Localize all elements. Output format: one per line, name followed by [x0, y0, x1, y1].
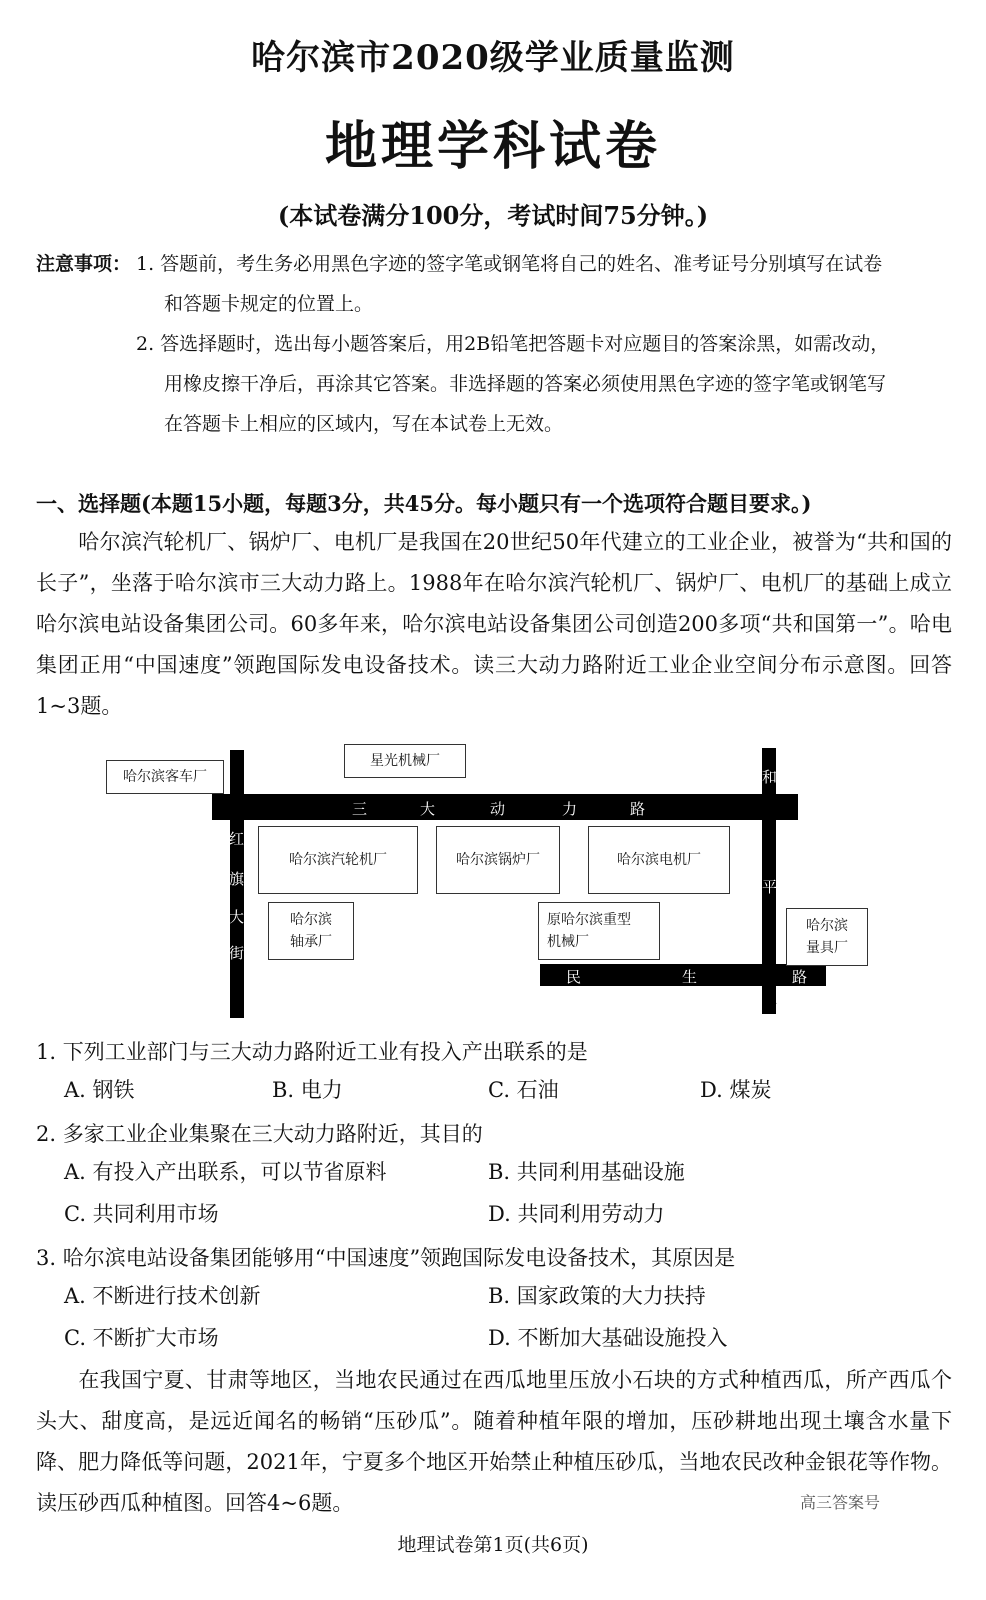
exam-header-line1: 哈尔滨市2020级学业质量监测: [251, 38, 735, 78]
q3-option-b: B. 国家政策的大力扶持: [488, 1284, 706, 1308]
factory-xingguang: 星光机械厂: [344, 744, 466, 778]
factory-heavy-machinery: [538, 902, 660, 960]
passage-2-text: 在我国宁夏、甘肃等地区，当地农民通过在西瓜地里压放小石块的方式种植西瓜，所产西瓜个头大、甜度高，是远近闻名的畅销“压砂瓜”。随着种植年限的增加，压砂耕地出现土壤含水量下降、肥力降低等问题，2021年，宁夏多个地区开始禁止种植压砂瓜，当地农民改种金银花等作物。读压砂西瓜种植图。回答4~6题。: [36, 1368, 952, 1515]
question-3: [36, 1238, 952, 1279]
factory-motor: 哈尔滨电机厂: [588, 826, 730, 894]
q1-option-c: C. 石油: [488, 1078, 559, 1102]
road-label: 路: [792, 968, 808, 986]
question-1: [36, 1032, 952, 1073]
road-label: 街: [229, 944, 245, 962]
q1-option-d: D. 煤炭: [700, 1078, 772, 1102]
road-label: 红: [229, 830, 245, 848]
notes-label: 注意事项：: [36, 253, 132, 275]
factory-heavy-line1: 原哈尔滨重型: [547, 912, 631, 928]
road-label: 大: [420, 800, 436, 818]
road-label: 路: [630, 800, 646, 818]
q3-option-a: A. 不断进行技术创新: [64, 1284, 261, 1308]
factory-turbine: 哈尔滨汽轮机厂: [258, 826, 418, 894]
road-label: 生: [682, 968, 698, 986]
factory-map: [100, 744, 860, 1026]
note-2c: 在答题卡上相应的区域内，写在本试卷上无效。: [164, 413, 564, 435]
q3-option-d: D. 不断加大基础设施投入: [488, 1326, 728, 1350]
road-label: 大: [229, 908, 245, 926]
q1-option-a: A. 钢铁: [64, 1078, 135, 1102]
note-1a: 1. 答题前，考生务必用黑色字迹的签字笔或钢笔将自己的姓名、准考证号分别填写在试卷: [136, 253, 883, 275]
q2-option-a: A. 有投入产出联系，可以节省原料: [64, 1160, 387, 1184]
question-2: [36, 1114, 952, 1155]
watermark-logo: 高三答案号: [800, 1493, 881, 1512]
factory-bus: 哈尔滨客车厂: [106, 760, 224, 794]
q2-option-b: B. 共同利用基础设施: [488, 1160, 685, 1184]
factory-boiler: 哈尔滨锅炉厂: [436, 826, 560, 894]
factory-bearing-line2: 轴承厂: [290, 934, 332, 950]
exam-info: (本试卷满分100分，考试时间75分钟。): [277, 201, 709, 230]
road-label: 民: [566, 968, 582, 986]
note-1b: 和答题卡规定的位置上。: [164, 293, 374, 315]
factory-tool-line2: 量具厂: [806, 940, 848, 956]
passage-1: [36, 522, 952, 727]
road-label: 和: [762, 768, 778, 786]
note-2a: 2. 答选择题时，选出每小题答案后，用2B铅笔把答题卡对应题目的答案涂黑，如需改动，: [136, 333, 890, 355]
q2-option-d: D. 共同利用劳动力: [488, 1202, 665, 1226]
factory-heavy-line2: 机械厂: [547, 934, 589, 950]
factory-bearing-line1: 哈尔滨: [290, 912, 332, 928]
exam-title: 地理学科试卷: [324, 116, 661, 177]
question-2-stem: 2. 多家工业企业集聚在三大动力路附近，其目的: [36, 1122, 483, 1146]
q2-option-c: C. 共同利用市场: [64, 1202, 219, 1226]
factory-tool: [786, 908, 868, 966]
factory-bearing: [268, 902, 354, 960]
road-label: 旗: [229, 870, 245, 888]
question-3-stem: 3. 哈尔滨电站设备集团能够用“中国速度”领跑国际发电设备技术，其原因是: [36, 1246, 736, 1270]
passage-1-text: 哈尔滨汽轮机厂、锅炉厂、电机厂是我国在20世纪50年代建立的工业企业，被誉为“共和国的长子”，坐落于哈尔滨市三大动力路上。1988年在哈尔滨汽轮机厂、锅炉厂、电机厂的基础上成立哈尔滨电站设备集团公司。60多年来，哈尔滨电站设备集团公司创造200多项“共和国第一”。哈电集团正用“中国速度”领跑国际发电设备技术。读三大动力路附近工业企业空间分布示意图。回答1~3题。: [36, 530, 952, 718]
road-label: 三: [352, 800, 368, 818]
note-2b: 用橡皮擦干净后，再涂其它答案。非选择题的答案必须使用黑色字迹的签字笔或钢笔写: [164, 373, 887, 395]
section-title: 一、选择题(本题15小题，每题3分，共45分。每小题只有一个选项符合题目要求。): [36, 491, 812, 516]
page-footer: 地理试卷第1页(共6页): [397, 1534, 589, 1556]
q3-option-c: C. 不断扩大市场: [64, 1326, 219, 1350]
road-label: 动: [490, 800, 506, 818]
notes-block: [36, 244, 956, 444]
road-label: 力: [562, 800, 578, 818]
road-label: 路: [762, 994, 778, 1012]
road-label: 平: [762, 878, 778, 896]
q1-option-b: B. 电力: [272, 1078, 343, 1102]
factory-tool-line1: 哈尔滨: [806, 918, 848, 934]
question-1-stem: 1. 下列工业部门与三大动力路附近工业有投入产出联系的是: [36, 1040, 588, 1064]
